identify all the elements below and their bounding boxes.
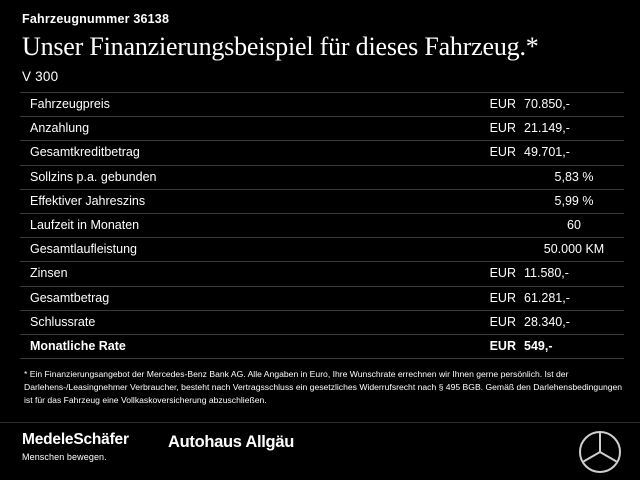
vehicle-model: V 300 — [22, 69, 59, 84]
row-value: 5,99 % — [524, 189, 624, 213]
row-label: Sollzins p.a. gebunden — [20, 165, 470, 189]
mercedes-star-icon — [578, 430, 622, 479]
row-label: Gesamtbetrag — [20, 286, 470, 310]
dealer-name: MedeleSchäfer — [22, 431, 129, 448]
row-value: 49.701,- — [524, 141, 624, 165]
table-row — [20, 262, 624, 286]
row-currency: EUR — [470, 286, 524, 310]
dealer-second-name: Autohaus Allgäu — [168, 433, 294, 451]
row-value: 5,83 % — [524, 165, 624, 189]
table-row — [20, 93, 624, 117]
table-row — [20, 310, 624, 334]
row-value: 61.281,- — [524, 286, 624, 310]
table-row — [20, 189, 624, 213]
row-currency — [470, 213, 524, 237]
table-row — [20, 141, 624, 165]
row-value: 50.000 KM — [524, 238, 624, 262]
row-label: Gesamtkreditbetrag — [20, 141, 470, 165]
table-row — [20, 238, 624, 262]
row-label: Zinsen — [20, 262, 470, 286]
row-value: 28.340,- — [524, 310, 624, 334]
row-value: 549,- — [524, 334, 624, 358]
finance-table — [20, 92, 624, 359]
row-currency — [470, 165, 524, 189]
footnote: * Ein Finanzierungsangebot der Mercedes-Benz Bank AG. Alle Angaben in Euro, Ihre Wunschrate errechnen wir Ihnen gerne persönlich. Ist der Darlehens-/Leasingnehmer Verbraucher, besteht nach Vertragsschluss ein gesetzliches Widerrufsrecht nach § 495 BGB. Gemäß den Darlehensbedingungen ist für das Fahrzeug eine Vollkaskoversicherung abzuschließen. — [24, 369, 623, 406]
row-currency: EUR — [470, 141, 524, 165]
row-currency: EUR — [470, 117, 524, 141]
row-label: Anzahlung — [20, 117, 470, 141]
row-currency — [470, 238, 524, 262]
row-label: Monatliche Rate — [20, 334, 470, 358]
table-row — [20, 165, 624, 189]
row-currency: EUR — [470, 334, 524, 358]
row-currency: EUR — [470, 310, 524, 334]
dealer-tagline: Menschen bewegen. — [22, 452, 107, 463]
table-row-monthly-rate — [20, 334, 624, 358]
row-label: Laufzeit in Monaten — [20, 213, 470, 237]
row-label: Fahrzeugpreis — [20, 93, 470, 117]
row-value: 11.580,- — [524, 262, 624, 286]
row-currency: EUR — [470, 262, 524, 286]
table-row — [20, 117, 624, 141]
dealer-logo — [22, 431, 129, 462]
table-row — [20, 213, 624, 237]
footer — [0, 422, 640, 480]
finance-table-body — [20, 93, 624, 359]
row-currency: EUR — [470, 93, 524, 117]
row-value: 21.149,- — [524, 117, 624, 141]
row-value: 60 — [524, 213, 624, 237]
vehicle-number: Fahrzeugnummer 36138 — [22, 12, 170, 26]
row-label: Effektiver Jahreszins — [20, 189, 470, 213]
row-label: Gesamtlaufleistung — [20, 238, 470, 262]
table-row — [20, 286, 624, 310]
page-title: Unser Finanzierungsbeispiel für dieses Fahrzeug.* — [22, 32, 539, 61]
row-currency — [470, 189, 524, 213]
row-value: 70.850,- — [524, 93, 624, 117]
row-label: Schlussrate — [20, 310, 470, 334]
